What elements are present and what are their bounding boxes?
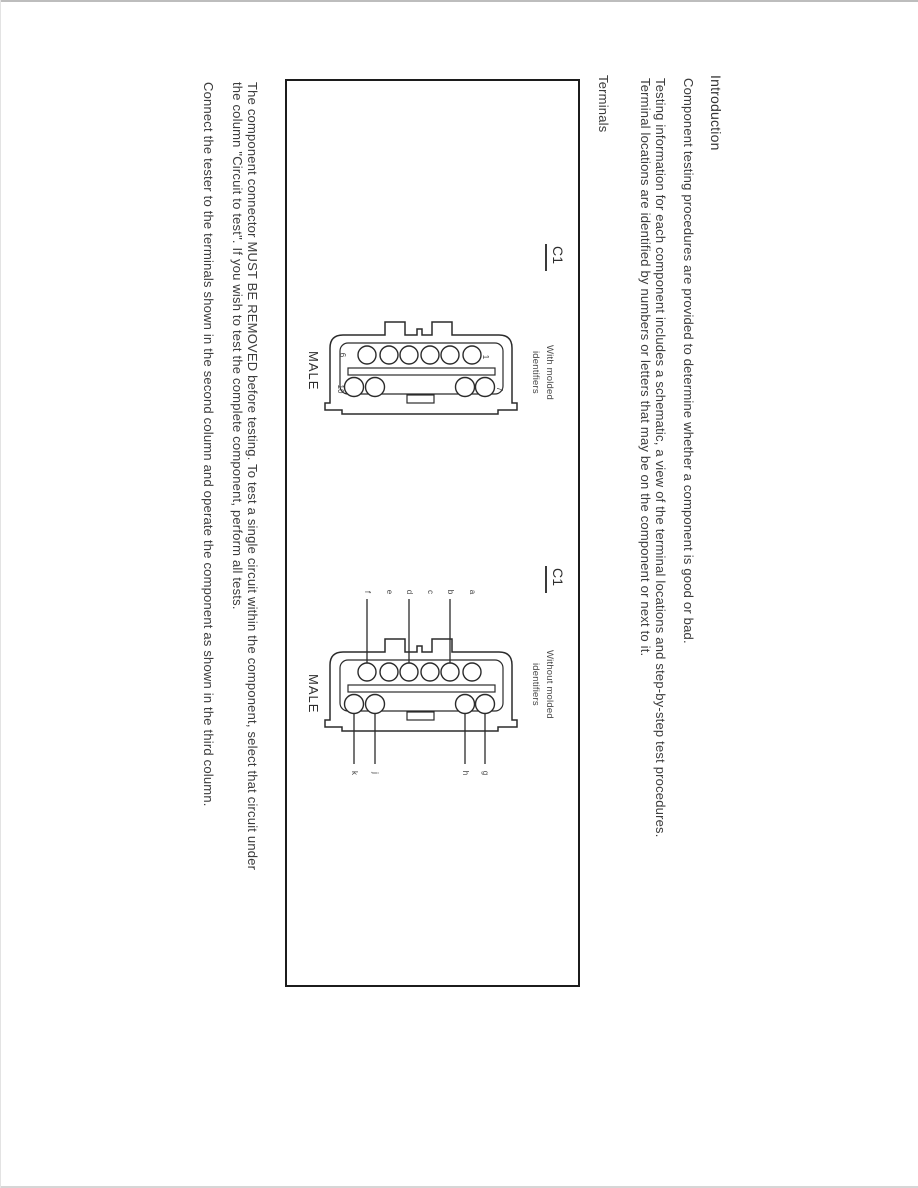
- connector2-designator-underline: [545, 566, 547, 593]
- connector1-housing: [325, 322, 517, 414]
- connector2-caption: [528, 650, 556, 718]
- connector2-gender-label: MALE: [306, 674, 321, 714]
- terminal-pin: [358, 346, 376, 364]
- terminal-pin: [463, 663, 481, 681]
- paragraph-line: The component connector MUST BE REMOVED before testing. To test a single circuit within the component, select that circuit under: [245, 82, 260, 871]
- terminal-letter: c: [425, 590, 435, 594]
- terminal-letter: h: [460, 770, 470, 776]
- paragraph-line: the column "Circuit to test". If you wish to test the complete component, perform all tests.: [230, 82, 245, 610]
- terminal-pin: [366, 695, 385, 714]
- terminals-section-label: Terminals: [596, 75, 611, 133]
- paragraph-intro-1: Component testing procedures are provided to determine whether a component is good or bad.: [681, 78, 696, 644]
- terminal-pin: [456, 378, 475, 397]
- terminal-pin: [463, 346, 481, 364]
- caption-line: With molded: [544, 344, 555, 400]
- terminal-letter: k: [349, 771, 359, 775]
- terminal-pin: [400, 663, 418, 681]
- terminal-letter: a: [467, 589, 477, 595]
- terminal-pin: [345, 378, 364, 397]
- paragraph-connect-tester: Connect the tester to the terminals shown in the second column and operate the component as shown in the third column.: [201, 82, 216, 807]
- terminal-letter: f: [362, 590, 372, 594]
- paragraph-intro-2: [638, 78, 668, 838]
- scan-edge-top: [0, 0, 918, 2]
- connector1-designator: C1: [550, 246, 566, 265]
- pin-number: 10: [335, 384, 345, 394]
- connector2-leader-lines: [354, 599, 485, 764]
- terminal-pin: [441, 663, 459, 681]
- terminal-letter: d: [404, 589, 414, 595]
- terminal-letter: g: [480, 770, 490, 776]
- connector1-caption: [528, 340, 556, 404]
- terminal-pin: [421, 663, 439, 681]
- pin-number: 6: [337, 352, 347, 358]
- terminal-pin: [421, 346, 439, 364]
- terminal-diagram-frame: [285, 79, 580, 987]
- paragraph-line: Testing information for each component includes a schematic, a view of the terminal locations and step-by-step test procedures.: [653, 78, 668, 838]
- page-title: Introduction: [708, 75, 724, 151]
- terminal-pin: [358, 663, 376, 681]
- connector1-designator-underline: [545, 244, 547, 271]
- pin-number: 7: [494, 386, 504, 392]
- connector2-top-letters: [363, 590, 477, 595]
- terminal-pin: [380, 663, 398, 681]
- connector2-bottom-letters: [350, 771, 490, 776]
- caption-line: identifiers: [530, 662, 541, 706]
- caption-line: Without molded: [544, 650, 555, 719]
- scan-edge-left: [0, 0, 1, 1188]
- connector2-designator: C1: [550, 568, 566, 587]
- terminal-pin: [441, 346, 459, 364]
- terminal-pin: [345, 695, 364, 714]
- terminal-letter: b: [445, 589, 455, 595]
- caption-line: identifiers: [530, 350, 541, 394]
- terminal-pin: [366, 378, 385, 397]
- connector1-drawing: [322, 321, 518, 416]
- connector1-gender-label: MALE: [306, 351, 321, 391]
- terminal-pin: [476, 695, 495, 714]
- terminal-pin: [456, 695, 475, 714]
- connector2-drawing: [322, 583, 518, 788]
- terminal-pin: [476, 378, 495, 397]
- paragraph-line: Terminal locations are identified by numbers or letters that may be on the component or next to it.: [638, 78, 653, 657]
- terminal-letter: e: [384, 589, 394, 595]
- pin-number: 1: [480, 354, 490, 360]
- terminal-pin: [380, 346, 398, 364]
- connector1-terminals: [345, 346, 495, 397]
- terminal-letter: j: [370, 772, 380, 774]
- terminal-pin: [400, 346, 418, 364]
- paragraph-testing-note: [230, 82, 260, 870]
